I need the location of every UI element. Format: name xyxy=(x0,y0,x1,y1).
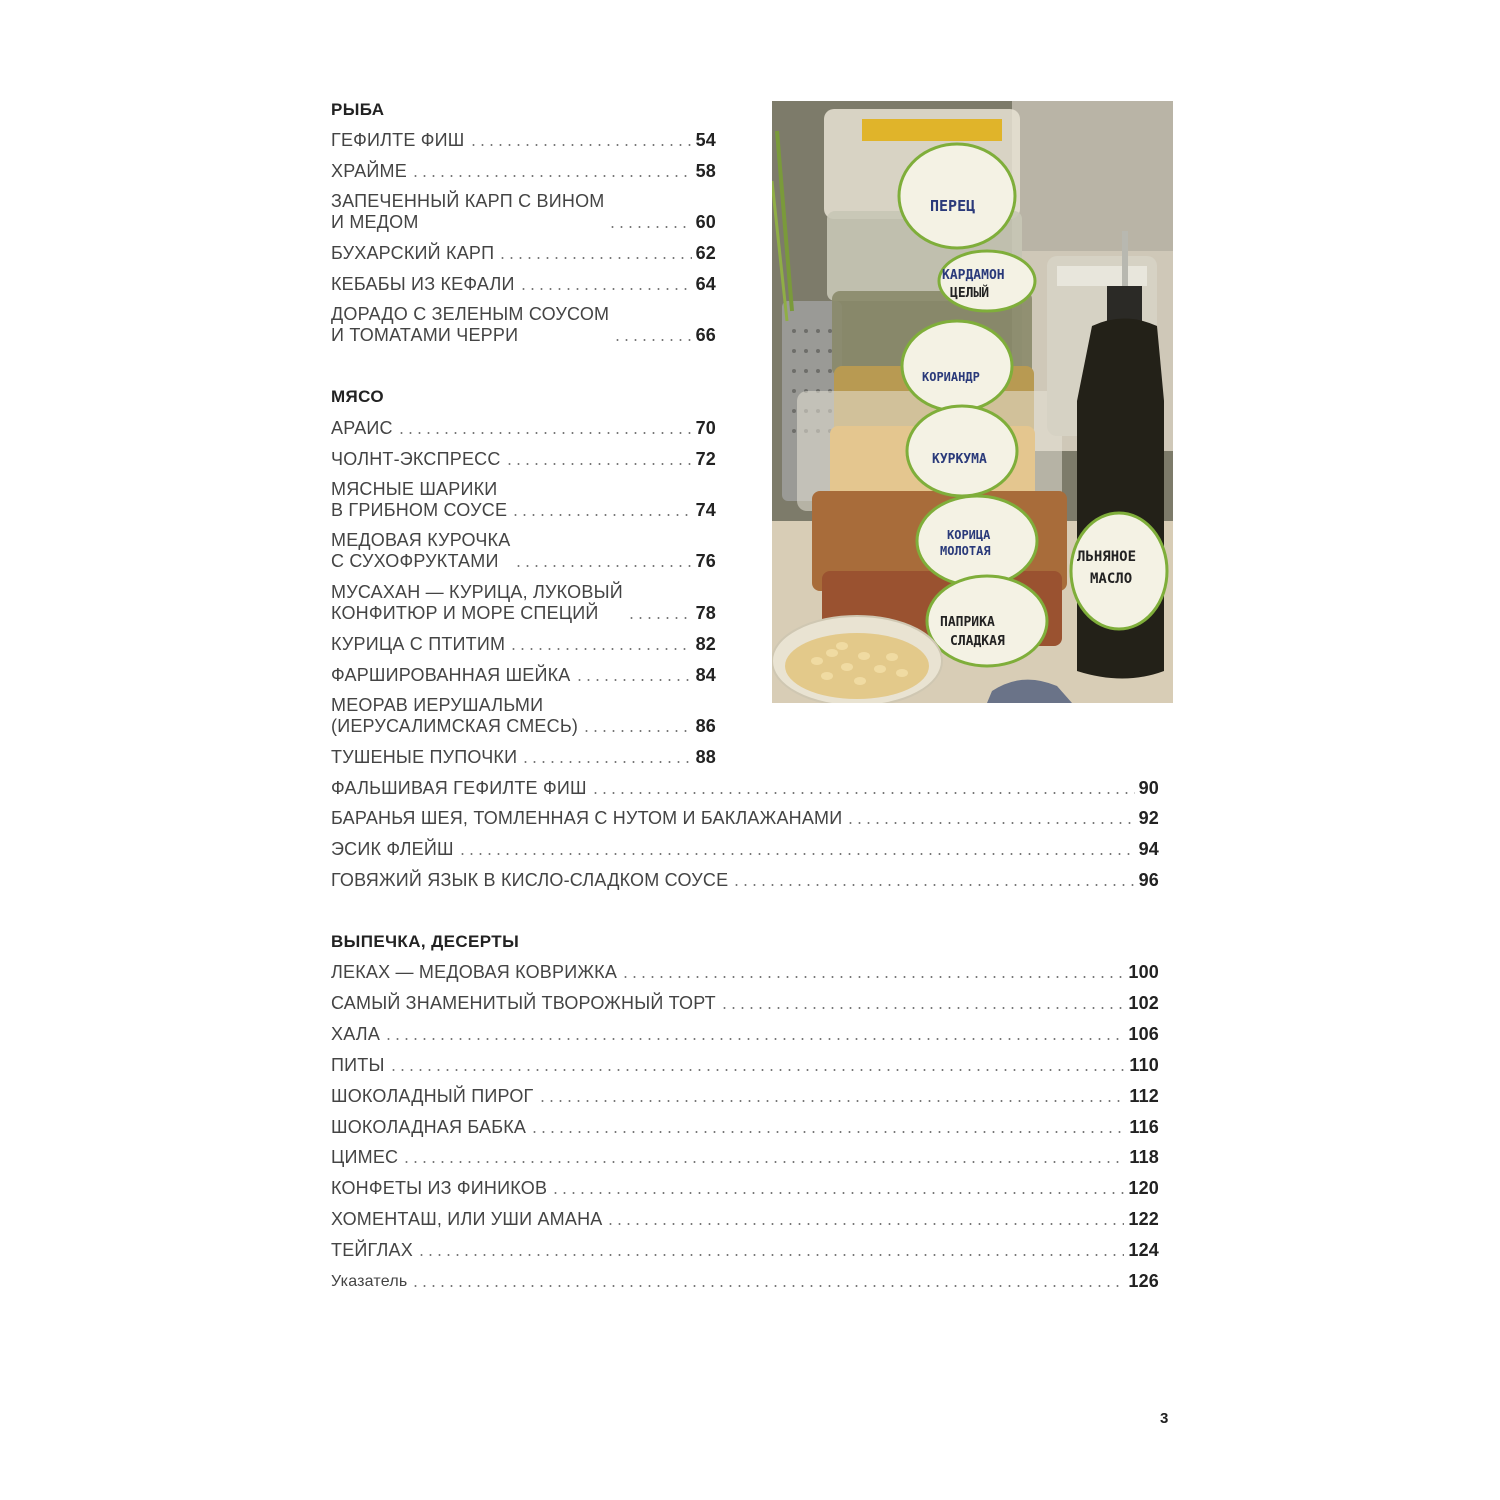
toc-entry[interactable] xyxy=(331,1086,1159,1107)
label-sweet: СЛАДКАЯ xyxy=(950,634,1005,649)
entry-page: 116 xyxy=(1129,1117,1159,1137)
entry-page: 90 xyxy=(1138,778,1159,798)
entry-title: КЕБАБЫ ИЗ КЕФАЛИ xyxy=(331,274,515,294)
toc-entry[interactable] xyxy=(331,479,716,521)
entry-page: 54 xyxy=(695,130,716,150)
entry-page: 124 xyxy=(1128,1240,1159,1260)
entry-page: 76 xyxy=(695,551,716,571)
entry-title: ЛЕКАХ — МЕДОВАЯ КОВРИЖКА xyxy=(331,962,618,982)
entry-page: 62 xyxy=(695,243,716,263)
entry-page: 86 xyxy=(695,716,716,736)
dot-leader xyxy=(498,257,691,259)
entry-page: 58 xyxy=(695,161,716,181)
dot-leader xyxy=(417,1254,1124,1256)
dot-leader xyxy=(575,679,692,681)
entry-title: МЕОРАВ ИЕРУШАЛЬМИ (ИЕРУСАЛИМСКАЯ СМЕСЬ) xyxy=(331,695,579,736)
entry-title: ФАРШИРОВАННАЯ ШЕЙКА xyxy=(331,665,571,685)
entry-page: 60 xyxy=(695,212,716,232)
photo-illustration xyxy=(772,101,1173,703)
toc-entry[interactable] xyxy=(331,747,716,768)
entry-title: МЕДОВАЯ КУРОЧКА С СУХОФРУКТАМИ xyxy=(331,530,511,571)
toc-entry[interactable] xyxy=(331,993,1159,1014)
entry-title: ТУШЕНЫЕ ПУПОЧКИ xyxy=(331,747,518,767)
dot-leader xyxy=(846,822,1134,824)
toc-entry[interactable] xyxy=(331,839,1159,860)
entry-title: Указатель xyxy=(331,1273,408,1290)
toc-entry[interactable] xyxy=(331,1240,1159,1261)
section-heading-meat: МЯСО xyxy=(331,387,385,406)
entry-title: АРАИС xyxy=(331,418,393,438)
entry-title: БУХАРСКИЙ КАРП xyxy=(331,243,495,263)
entry-page: 100 xyxy=(1128,962,1159,982)
toc-entry[interactable] xyxy=(331,778,1159,799)
entry-title: ТЕЙГЛАХ xyxy=(331,1240,413,1260)
entry-page: 112 xyxy=(1129,1086,1159,1106)
entry-page: 84 xyxy=(695,665,716,685)
label-whole: ЦЕЛЫЙ xyxy=(950,286,990,301)
entry-page: 110 xyxy=(1129,1055,1159,1075)
dot-leader xyxy=(458,853,1135,855)
entry-title: ГОВЯЖИЙ ЯЗЫК В КИСЛО-СЛАДКОМ СОУСЕ xyxy=(331,870,729,890)
entry-page: 126 xyxy=(1128,1271,1159,1291)
label-coriander: КОРИАНДР xyxy=(922,370,980,384)
dot-leader xyxy=(389,1069,1126,1071)
dot-leader xyxy=(606,1223,1124,1225)
toc-entry[interactable] xyxy=(331,449,716,470)
entry-title: МЯСНЫЕ ШАРИКИ В ГРИБНОМ СОУСЕ xyxy=(331,479,508,520)
toc-entry[interactable] xyxy=(331,274,716,295)
entry-title: ХАЛА xyxy=(331,1024,381,1044)
toc-entry[interactable] xyxy=(331,161,716,182)
entry-title: ПИТЫ xyxy=(331,1055,385,1075)
dot-leader xyxy=(621,976,1124,978)
entry-title: ЭСИК ФЛЕЙШ xyxy=(331,839,454,859)
entry-title: ДОРАДО С ЗЕЛЕНЫМ СОУСОМ И ТОМАТАМИ ЧЕРРИ xyxy=(331,304,610,345)
section-heading-fish: РЫБА xyxy=(331,100,385,119)
dot-leader xyxy=(402,1161,1125,1163)
entry-page: 118 xyxy=(1129,1147,1159,1167)
entry-page: 120 xyxy=(1128,1178,1159,1198)
entry-page: 72 xyxy=(695,449,716,469)
dot-leader xyxy=(505,463,692,465)
entry-title: КОНФЕТЫ ИЗ ФИНИКОВ xyxy=(331,1178,548,1198)
dot-leader xyxy=(627,617,692,619)
entry-page: 106 xyxy=(1128,1024,1159,1044)
dot-leader xyxy=(582,730,692,732)
entry-page: 94 xyxy=(1138,839,1159,859)
entry-title: МУСАХАН — КУРИЦА, ЛУКОВЫЙ КОНФИТЮР И МОРЕ СПЕЦИЙ xyxy=(331,582,623,623)
dot-leader xyxy=(469,144,692,146)
entry-page: 66 xyxy=(695,325,716,345)
entry-title: КУРИЦА С ПТИТИМ xyxy=(331,634,506,654)
label-oil: МАСЛО xyxy=(1090,571,1133,587)
entry-title: БАРАНЬЯ ШЕЯ, ТОМЛЕННАЯ С НУТОМ И БАКЛАЖАНАМИ xyxy=(331,808,843,828)
entry-page: 82 xyxy=(695,634,716,654)
label-cinnamon: КОРИЦА xyxy=(947,528,991,542)
spice-containers-photo xyxy=(772,101,1173,703)
dot-leader xyxy=(591,792,1135,794)
section-heading-desserts: ВЫПЕЧКА, ДЕСЕРТЫ xyxy=(331,932,520,951)
toc-entry[interactable] xyxy=(331,1117,1159,1138)
toc-entry[interactable] xyxy=(331,665,716,686)
toc-entry[interactable] xyxy=(331,418,716,439)
label-turmeric: КУРКУМА xyxy=(932,452,987,467)
label-cardamom: КАРДАМОН xyxy=(942,268,1005,283)
toc-entry[interactable] xyxy=(331,962,1159,983)
entry-page: 96 xyxy=(1138,870,1159,890)
entry-title: ХОМЕНТАШ, ИЛИ УШИ АМАНА xyxy=(331,1209,603,1229)
entry-page: 88 xyxy=(695,747,716,767)
dot-leader xyxy=(511,514,691,516)
entry-page: 74 xyxy=(695,500,716,520)
toc-entry[interactable] xyxy=(331,130,716,151)
toc-entry[interactable] xyxy=(331,1055,1159,1076)
dot-leader xyxy=(411,175,692,177)
toc-entry[interactable] xyxy=(331,304,716,346)
dot-leader xyxy=(514,565,691,567)
dot-leader xyxy=(732,884,1134,886)
entry-title: ШОКОЛАДНЫЙ ПИРОГ xyxy=(331,1086,534,1106)
entry-page: 122 xyxy=(1128,1209,1159,1229)
dot-leader xyxy=(613,339,691,341)
toc-entry[interactable] xyxy=(331,582,716,624)
toc-entry[interactable] xyxy=(331,1178,1159,1199)
toc-entry[interactable] xyxy=(331,191,716,233)
toc-entry[interactable] xyxy=(331,870,1159,891)
entry-page: 102 xyxy=(1128,993,1159,1013)
toc-entry[interactable] xyxy=(331,1209,1159,1230)
dot-leader xyxy=(397,432,692,434)
label-paprika: ПАПРИКА xyxy=(940,615,995,630)
dot-leader xyxy=(521,761,691,763)
label-pepper: ПЕРЕЦ xyxy=(930,197,976,215)
entry-title: ЗАПЕЧЕННЫЙ КАРП С ВИНОМ И МЕДОМ xyxy=(331,191,605,232)
entry-title: ЧОЛНТ-ЭКСПРЕСС xyxy=(331,449,501,469)
entry-page: 78 xyxy=(695,603,716,623)
entry-title: ФАЛЬШИВАЯ ГЕФИЛТЕ ФИШ xyxy=(331,778,587,798)
entry-page: 70 xyxy=(695,418,716,438)
toc-entry[interactable] xyxy=(331,1147,1159,1168)
toc-entry[interactable] xyxy=(331,1024,1159,1045)
entry-title: ШОКОЛАДНАЯ БАБКА xyxy=(331,1117,527,1137)
toc-entry[interactable] xyxy=(331,243,716,264)
toc-entry[interactable] xyxy=(331,808,1159,829)
toc-entry[interactable] xyxy=(331,530,716,572)
dot-leader xyxy=(509,648,691,650)
dot-leader xyxy=(608,226,691,228)
entry-title: ХРАЙМЕ xyxy=(331,161,407,181)
entry-title: ГЕФИЛТЕ ФИШ xyxy=(331,130,465,150)
dot-leader xyxy=(384,1038,1124,1040)
entry-title: ЦИМЕС xyxy=(331,1147,399,1167)
entry-title: САМЫЙ ЗНАМЕНИТЫЙ ТВОРОЖНЫЙ ТОРТ xyxy=(331,993,716,1013)
dot-leader xyxy=(411,1285,1124,1287)
dot-leader xyxy=(551,1192,1124,1194)
dot-leader xyxy=(538,1100,1126,1102)
toc-entry[interactable] xyxy=(331,695,716,737)
page-number: 3 xyxy=(1160,1410,1169,1427)
toc-entry-index[interactable] xyxy=(331,1271,1159,1292)
label-ground: МОЛОТАЯ xyxy=(940,544,991,558)
entry-page: 64 xyxy=(695,274,716,294)
dot-leader xyxy=(530,1131,1125,1133)
toc-entry[interactable] xyxy=(331,634,716,655)
dot-leader xyxy=(720,1007,1125,1009)
entry-page: 92 xyxy=(1138,808,1159,828)
dot-leader xyxy=(519,288,692,290)
label-linseed: ЛЬНЯНОЕ xyxy=(1077,549,1137,565)
